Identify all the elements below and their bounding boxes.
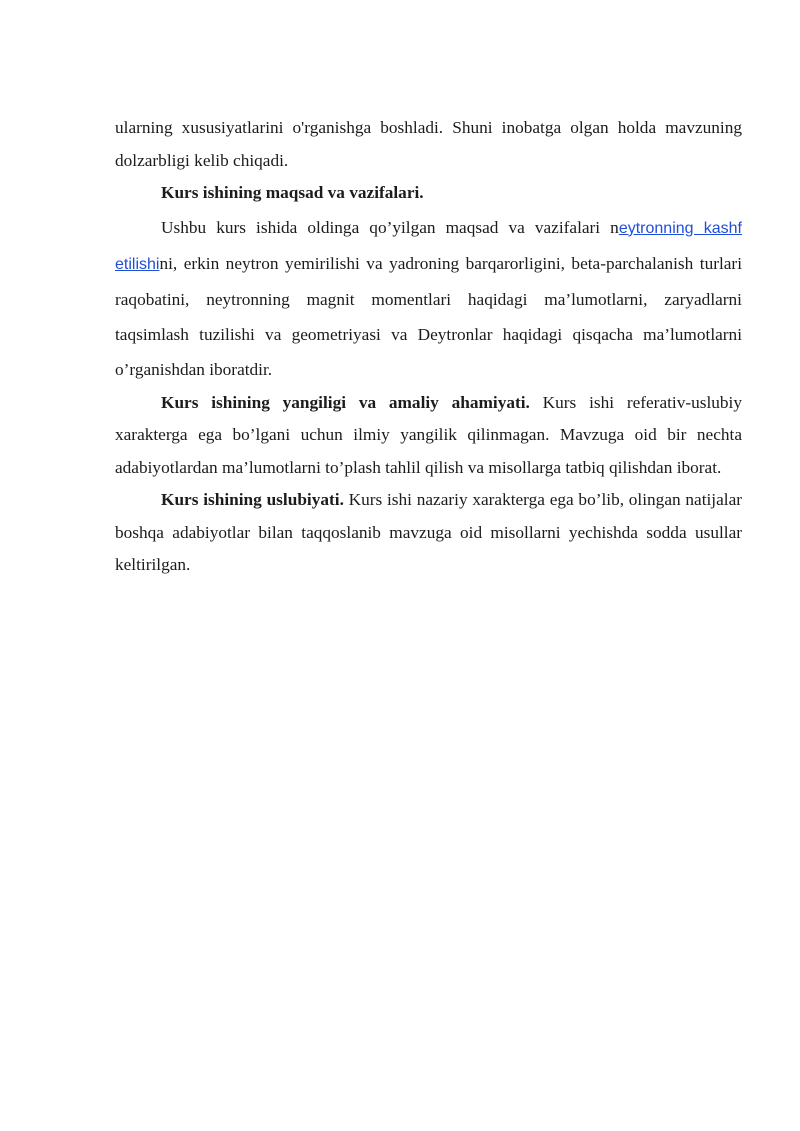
section-heading-goals: Kurs ishining maqsad va vazifalari.	[161, 183, 424, 202]
paragraph-goals-text-start: Ushbu kurs ishida oldinga qo’yilgan maqsad va vazifalari n	[161, 217, 619, 237]
novelty-text: Kurs ishi referativ-uslubiy xarakterga ega bo’lgani uchun ilmiy yangilik qilinmagan. Mavzuga oid bir nechta adabiyotlardan ma’lumotlarni to’plash tahlil qilish va misollarga tatbiq qilishdan iborat.	[115, 392, 742, 477]
neutron-discovery-link[interactable]: eytronning kashf etilishi	[115, 219, 742, 273]
paragraph-goals-text-end: ni, erkin neytron yemirilishi va yadroning barqarorligini, beta-parchalanish turlari raqobatini, neytronning magnit momentlari haqidagi ma’lumotlarni, zaryadlarni taqsimlash tuzilishi va geometriyasi va Deytronlar haqidagi qisqacha ma’lumotlarni o’rganishdan iboratdir.	[115, 253, 742, 379]
paragraph-methodology	[115, 484, 742, 582]
novelty-heading: Kurs ishining yangiligi va amaliy ahamiyati.	[161, 392, 530, 412]
paragraph-novelty	[115, 387, 742, 485]
methodology-text: Kurs ishi nazariy xarakterga ega bo’lib, olingan natijalar boshqa adabiyotlar bilan taqqoslanib mavzuga oid misollarni yechishda sodda usullar keltirilgan.	[115, 490, 742, 574]
document-body	[115, 112, 742, 582]
paragraph-intro: ularning xususiyatlarini o'rganishga boshladi. Shuni inobatga olgan holda mavzuning dolzarbligi kelib chiqadi.	[115, 118, 742, 170]
paragraph-goals	[115, 210, 742, 387]
methodology-heading: Kurs ishining uslubiyati.	[161, 490, 344, 509]
